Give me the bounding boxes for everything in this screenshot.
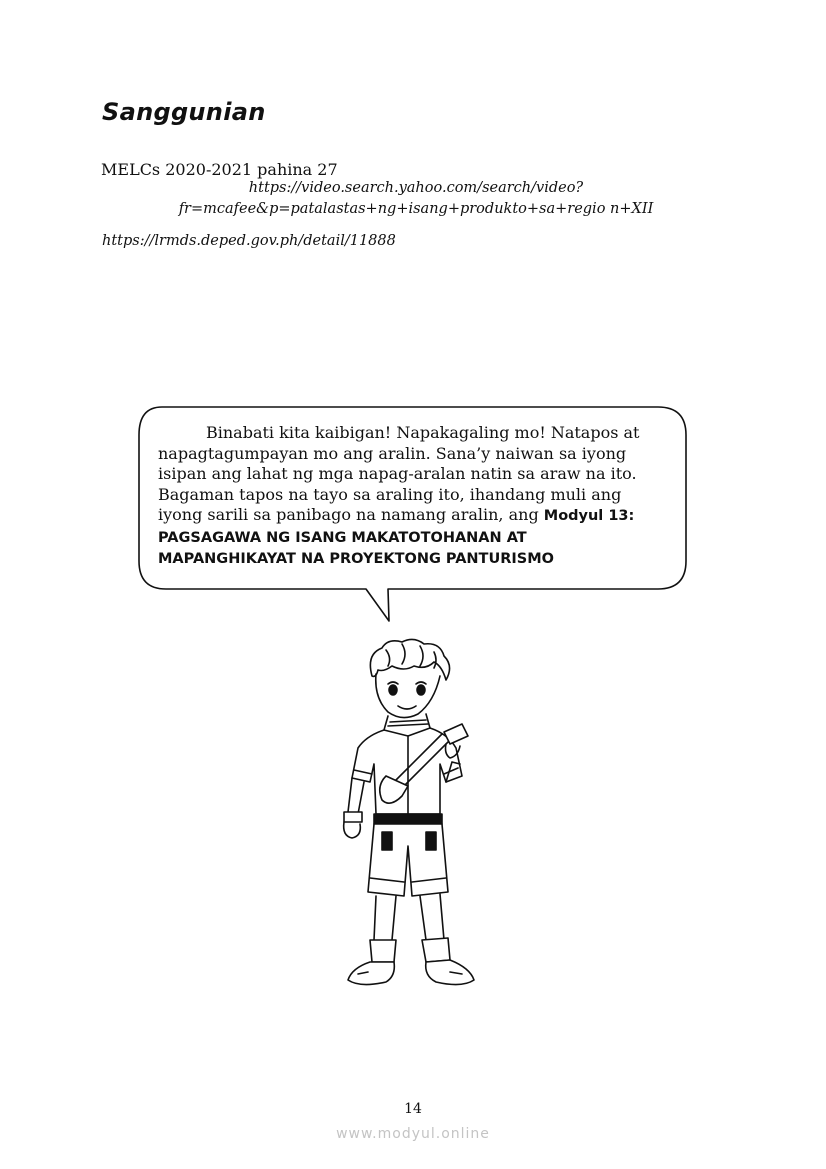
module-title: PAGSAGAWA NG ISANG MAKATOTOHANAN AT MAPANGHIKAYAT NA PROYEKTONG PANTURISMO bbox=[158, 529, 554, 567]
reference-melcs: MELCs 2020-2021 pahina 27 bbox=[101, 160, 338, 179]
student-character-illustration bbox=[330, 636, 500, 996]
reference-url-yahoo[interactable]: https://video.search.yahoo.com/search/video?fr=mcafee&p=patalastas+ng+isang+produkto+sa+regio n+XII bbox=[178, 180, 654, 217]
congratulation-message: Binabati kita kaibigan! Napakagaling mo! Natapos at napagtagumpayan mo ang aralin. Sana’y naiwan sa iyong isipan ang lahat ng mga napag-aralan natin sa araw na ito. Bagaman tapos na tayo sa araling ito, ihandang muli ang iyong sarili sa panibago na namang aralin, ang bbox=[158, 423, 640, 524]
reference-url-lrmds[interactable]: https://lrmds.deped.gov.ph/detail/11888 bbox=[102, 233, 396, 249]
section-heading: Sanggunian bbox=[102, 98, 266, 126]
speech-bubble-text bbox=[158, 423, 666, 570]
page-number: 14 bbox=[404, 1101, 422, 1117]
watermark: www.modyul.online bbox=[336, 1126, 490, 1142]
module-label: Modyul 13: bbox=[543, 508, 635, 524]
